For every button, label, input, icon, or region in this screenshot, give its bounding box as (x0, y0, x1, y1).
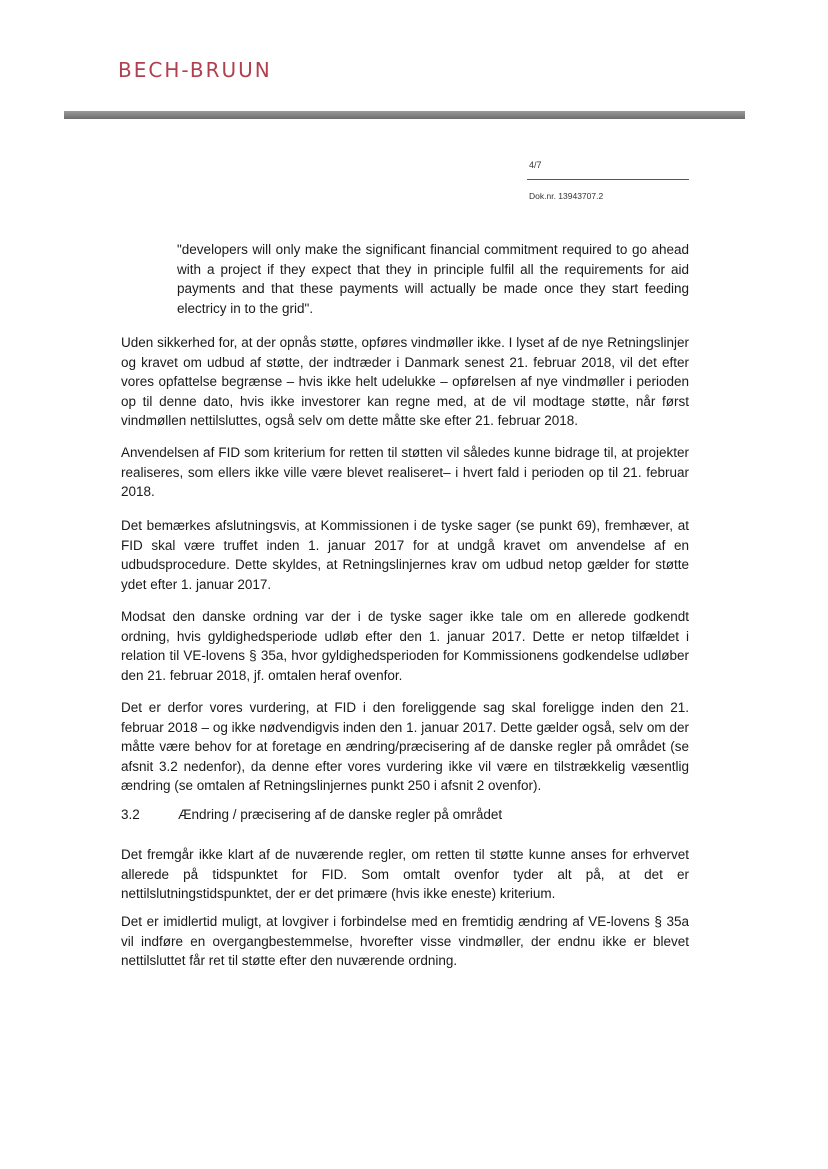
paragraph: Det bemærkes afslutningsvis, at Kommissionen i de tyske sager (se punkt 69), fremhæver, at FID skal være truffet inden 1. januar 2017 for at undgå kravet om anvendelse af en udbudsprocedure. Dette skyldes, at Retningslinjernes krav om udbud netop gælder for støtte ydet efter 1. januar 2017. (121, 518, 689, 592)
section-number: 3.2 (121, 807, 140, 822)
paragraph: Det er imidlertid muligt, at lovgiver i forbindelse med en fremtidig ændring af VE-lovens § 35a vil indføre en overgangbestemmelse, hvorefter visse vindmøller, der endnu ikke er blevet nettilsluttet får ret til støtte efter den nuværende ordning. (121, 914, 689, 968)
section-heading (121, 805, 689, 825)
section-title: Ændring / præcisering af de danske regler på området (178, 807, 503, 822)
meta-divider (527, 179, 689, 180)
paragraph: Det er derfor vores vurdering, at FID i den foreliggende sag skal foreligge inden den 21. februar 2018 – og ikke nødvendigvis inden den 1. januar 2017. Dette gælder også, selv om der måtte være behov for at foretage en ændring/præcisering af de danske regler på området (se afsnit 3.2 nedenfor), da denne efter vores vurdering ikke vil være en tilstrækkelig væsentlig ændring (se omtalen af Retningslinjernes punkt 250 i afsnit 2 ovenfor). (121, 700, 689, 793)
paragraph: Det fremgår ikke klart af de nuværende regler, om retten til støtte kunne anses for erhvervet allerede på tidspunktet for FID. Som omtalt ovenfor tyder alt på, at det er nettilslutningstidspunktet, der er det primære (hvis ikke eneste) kriterium. (121, 847, 689, 901)
paragraph: Anvendelsen af FID som kriterium for retten til støtten vil således kunne bidrage til, at projekter realiseres, som ellers ikke ville være blevet realiseret– i hvert fald i perioden op til 21. februar 2018. (121, 445, 689, 499)
paragraph: Modsat den danske ordning var der i de tyske sager ikke tale om en allerede godkendt ordning, hvis gyldighedsperiode udløb efter den 1. januar 2017. Dette er netop tilfældet i relation til VE-lovens § 35a, hvor gyldighedsperioden for Kommissionens godkendelse udløber den 21. februar 2018, jf. omtalen heraf ovenfor. (121, 609, 689, 683)
page-number: 4/7 (529, 160, 542, 170)
header-divider-bar (64, 111, 745, 119)
document-number: Dok.nr. 13943707.2 (529, 191, 604, 201)
block-quote: "developers will only make the significant financial commitment required to go ahead with a project if they expect that they in principle fulfil all the requirements for aid payments and that these payments will actually be made once they start feeding electricy in to the grid". (177, 242, 689, 316)
paragraph: Uden sikkerhed for, at der opnås støtte, opføres vindmøller ikke. I lyset af de nye Retningslinjer og kravet om udbud af støtte, der indtræder i Danmark senest 21. februar 2018, vil det efter vores opfattelse begrænse – hvis ikke helt udelukke – opførelsen af nye vindmøller i perioden op til denne dato, hvis ikke investorer kan regne med, at de vil modtage støtte, når først vindmøllen nettilsluttes, også selv om dette måtte ske efter 21. februar 2018. (121, 335, 689, 428)
company-logo: BECH-BRUUN (118, 58, 272, 82)
